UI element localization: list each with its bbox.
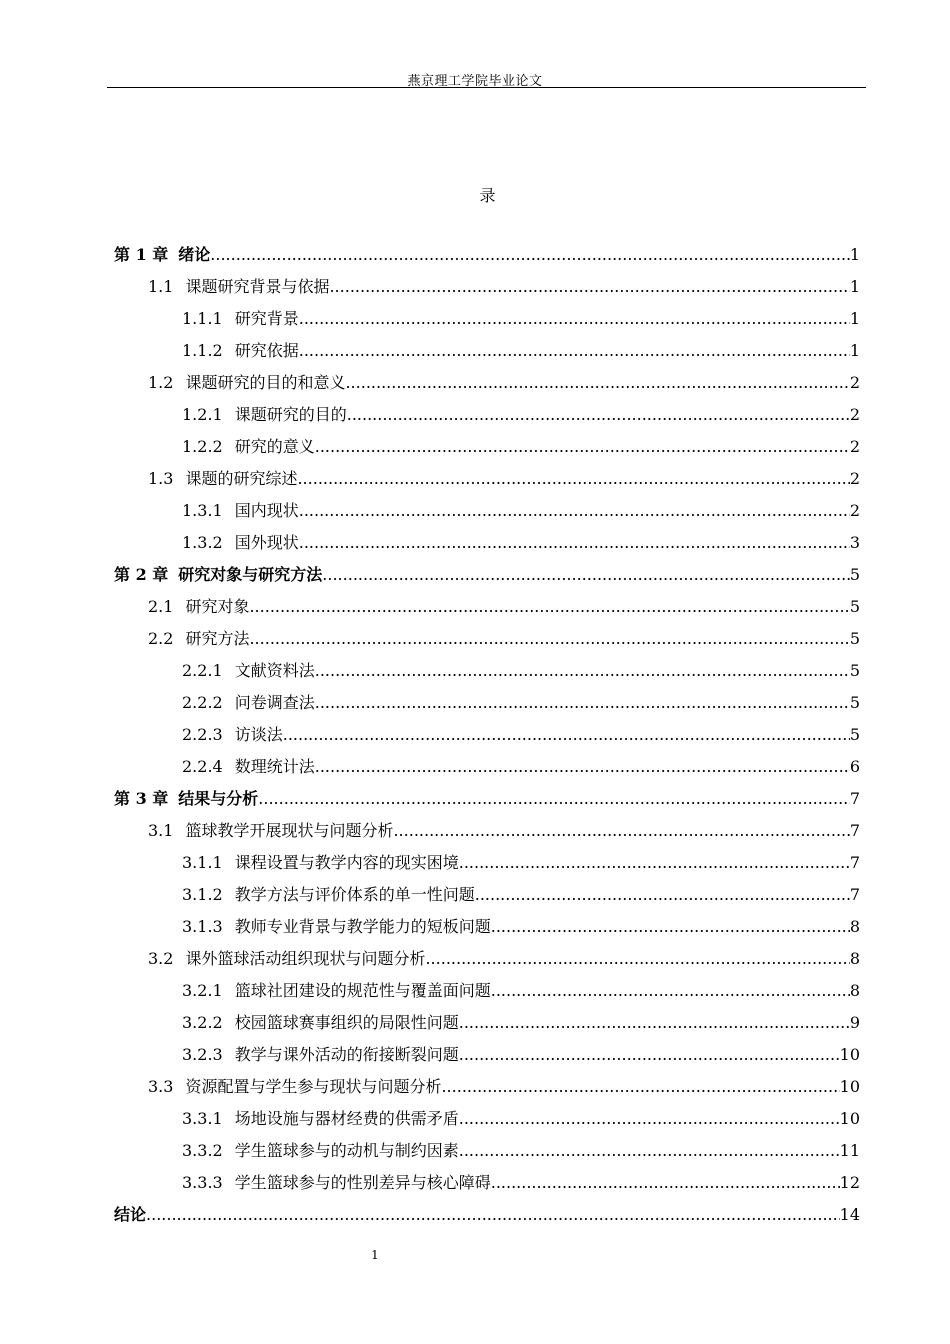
toc-entry[interactable] bbox=[114, 658, 860, 690]
toc-dot-leader bbox=[441, 1077, 839, 1096]
toc-entry-number: 3.3 bbox=[148, 1077, 174, 1096]
toc-entry[interactable] bbox=[114, 1010, 860, 1042]
toc-dot-leader bbox=[475, 885, 850, 904]
toc-entry[interactable] bbox=[114, 818, 860, 850]
toc-entry-text bbox=[182, 914, 491, 937]
toc-entry-page: 2 bbox=[849, 437, 860, 456]
page-header-title: 燕京理工学院毕业论文 bbox=[407, 74, 543, 89]
toc-entry-number: 3.1.1 bbox=[182, 853, 223, 872]
toc-entry-text bbox=[182, 1106, 459, 1129]
toc-dot-leader bbox=[491, 917, 850, 936]
toc-entry[interactable] bbox=[114, 1170, 860, 1202]
toc-entry-title: 数理统计法 bbox=[234, 757, 315, 776]
toc-entry[interactable] bbox=[114, 754, 860, 786]
toc-dot-leader bbox=[425, 949, 849, 968]
toc-entry[interactable] bbox=[114, 498, 860, 530]
toc-entry-text bbox=[182, 722, 283, 745]
toc-entry-title: 篮球社团建设的规范性与覆盖面问题 bbox=[234, 981, 491, 1000]
toc-entry-title: 课题研究的目的和意义 bbox=[185, 373, 346, 392]
toc-entry[interactable] bbox=[114, 306, 860, 338]
toc-entry-page: 1 bbox=[849, 245, 860, 264]
toc-entry-title: 研究背景 bbox=[234, 309, 299, 328]
toc-entry-number: 2.2.2 bbox=[182, 693, 223, 712]
toc-entry-page: 5 bbox=[849, 725, 860, 744]
toc-dot-leader bbox=[491, 1173, 840, 1192]
toc-entry-page: 8 bbox=[849, 949, 860, 968]
toc-entry-page: 10 bbox=[839, 1109, 860, 1128]
toc-dot-leader bbox=[315, 661, 850, 680]
toc-dot-leader bbox=[459, 853, 850, 872]
toc-dot-leader bbox=[345, 373, 849, 392]
toc-dot-leader bbox=[299, 533, 850, 552]
toc-entry-number: 2.2.4 bbox=[182, 757, 223, 776]
footer-page-number: 1 bbox=[371, 1248, 379, 1262]
toc-entry-title: 篮球教学开展现状与问题分析 bbox=[185, 821, 394, 840]
toc-entry-title: 访谈法 bbox=[234, 725, 283, 744]
toc-dot-leader bbox=[146, 1205, 840, 1224]
toc-entry-number: 3.2.2 bbox=[182, 1013, 223, 1032]
toc-dot-leader bbox=[322, 565, 850, 584]
toc-entry-number: 3.3.1 bbox=[182, 1109, 223, 1128]
toc-entry[interactable] bbox=[114, 978, 860, 1010]
toc-entry-text bbox=[114, 786, 258, 809]
toc-entry-text bbox=[182, 850, 459, 873]
toc-entry[interactable] bbox=[114, 338, 860, 370]
toc-entry[interactable] bbox=[114, 466, 860, 498]
table-of-contents bbox=[114, 242, 860, 1234]
toc-entry-page: 1 bbox=[849, 341, 860, 360]
toc-entry-page: 1 bbox=[849, 277, 860, 296]
toc-entry-number: 3.2 bbox=[148, 949, 174, 968]
toc-dot-leader bbox=[315, 757, 850, 776]
toc-dot-leader bbox=[249, 629, 849, 648]
toc-entry-title: 研究方法 bbox=[185, 629, 250, 648]
toc-dot-leader bbox=[459, 1109, 840, 1128]
toc-entry-page: 7 bbox=[849, 885, 860, 904]
toc-entry-number: 3.1 bbox=[148, 821, 174, 840]
toc-dot-leader bbox=[459, 1013, 850, 1032]
toc-entry-text bbox=[182, 754, 315, 777]
toc-entry-page: 2 bbox=[849, 469, 860, 488]
toc-entry-text bbox=[114, 562, 322, 585]
toc-entry-number: 2.2 bbox=[148, 629, 174, 648]
toc-entry-title: 结果与分析 bbox=[178, 789, 259, 808]
toc-entry[interactable] bbox=[114, 786, 860, 818]
toc-entry-number: 2.2.3 bbox=[182, 725, 223, 744]
toc-entry-page: 5 bbox=[849, 565, 860, 584]
toc-entry-number: 2.1 bbox=[148, 597, 174, 616]
toc-entry-title: 课外篮球活动组织现状与问题分析 bbox=[185, 949, 426, 968]
toc-entry-number: 第 1 章 bbox=[114, 245, 169, 264]
toc-entry-page: 7 bbox=[849, 789, 860, 808]
toc-dot-leader bbox=[210, 245, 850, 264]
toc-dot-leader bbox=[459, 1045, 840, 1064]
toc-entry-title: 研究的意义 bbox=[234, 437, 315, 456]
toc-entry-text bbox=[148, 274, 329, 297]
toc-entry-page: 5 bbox=[849, 693, 860, 712]
toc-entry[interactable] bbox=[114, 242, 860, 274]
toc-entry-text bbox=[148, 626, 249, 649]
toc-entry-number: 第 2 章 bbox=[114, 565, 169, 584]
toc-entry-title: 结论 bbox=[114, 1205, 147, 1224]
toc-entry-page: 2 bbox=[849, 501, 860, 520]
toc-entry-text bbox=[182, 530, 299, 553]
toc-entry-title: 课题研究背景与依据 bbox=[185, 277, 330, 296]
toc-dot-leader bbox=[329, 277, 849, 296]
toc-entry-text bbox=[182, 1042, 459, 1065]
toc-entry-text bbox=[182, 882, 475, 905]
toc-entry[interactable] bbox=[114, 1202, 860, 1234]
toc-dot-leader bbox=[258, 789, 850, 808]
toc-dot-leader bbox=[299, 309, 850, 328]
toc-entry-title: 研究对象与研究方法 bbox=[178, 565, 323, 584]
toc-entry-title: 研究依据 bbox=[234, 341, 299, 360]
toc-entry-title: 文献资料法 bbox=[234, 661, 315, 680]
toc-entry-title: 课题的研究综述 bbox=[185, 469, 298, 488]
toc-entry-number: 3.2.1 bbox=[182, 981, 223, 1000]
toc-entry-number: 1.1.2 bbox=[182, 341, 223, 360]
toc-entry-text bbox=[182, 978, 491, 1001]
toc-entry[interactable] bbox=[114, 1106, 860, 1138]
toc-entry-page: 2 bbox=[849, 405, 860, 424]
toc-entry-page: 14 bbox=[839, 1205, 860, 1224]
toc-entry-text bbox=[148, 1074, 441, 1097]
toc-entry-title: 国外现状 bbox=[234, 533, 299, 552]
toc-entry-number: 第 3 章 bbox=[114, 789, 169, 808]
toc-entry[interactable] bbox=[114, 530, 860, 562]
toc-dot-leader bbox=[299, 501, 850, 520]
toc-entry-number: 3.1.3 bbox=[182, 917, 223, 936]
toc-dot-leader bbox=[491, 981, 850, 1000]
toc-entry-page: 3 bbox=[849, 533, 860, 552]
toc-entry-text bbox=[182, 434, 315, 457]
toc-entry-number: 3.1.2 bbox=[182, 885, 223, 904]
toc-entry-title: 教师专业背景与教学能力的短板问题 bbox=[234, 917, 491, 936]
toc-entry[interactable] bbox=[114, 274, 860, 306]
header-rule bbox=[107, 87, 866, 88]
toc-entry[interactable] bbox=[114, 1138, 860, 1170]
toc-entry-text bbox=[148, 818, 393, 841]
toc-entry-title: 场地设施与器材经费的供需矛盾 bbox=[234, 1109, 459, 1128]
toc-entry-text bbox=[182, 1138, 459, 1161]
toc-entry-page: 1 bbox=[849, 309, 860, 328]
toc-entry[interactable] bbox=[114, 946, 860, 978]
toc-entry-text bbox=[182, 338, 299, 361]
toc-entry-page: 2 bbox=[849, 373, 860, 392]
toc-entry-page: 8 bbox=[849, 981, 860, 1000]
toc-entry[interactable] bbox=[114, 882, 860, 914]
toc-dot-leader bbox=[393, 821, 849, 840]
toc-dot-leader bbox=[299, 341, 850, 360]
toc-dot-leader bbox=[347, 405, 850, 424]
toc-entry[interactable] bbox=[114, 722, 860, 754]
toc-entry-number: 2.2.1 bbox=[182, 661, 223, 680]
toc-entry-page: 9 bbox=[849, 1013, 860, 1032]
toc-entry-page: 12 bbox=[839, 1173, 860, 1192]
toc-entry-title: 资源配置与学生参与现状与问题分析 bbox=[185, 1077, 442, 1096]
toc-entry-title: 绪论 bbox=[178, 245, 211, 264]
toc-dot-leader bbox=[283, 725, 850, 744]
toc-entry-number: 1.2 bbox=[148, 373, 174, 392]
toc-entry-text bbox=[182, 1170, 491, 1193]
toc-dot-leader bbox=[249, 597, 849, 616]
toc-entry-page: 6 bbox=[849, 757, 860, 776]
toc-entry-number: 3.3.2 bbox=[182, 1141, 223, 1160]
toc-entry-title: 课程设置与教学内容的现实困境 bbox=[234, 853, 459, 872]
toc-entry-page: 7 bbox=[849, 821, 860, 840]
toc-entry-title: 校园篮球赛事组织的局限性问题 bbox=[234, 1013, 459, 1032]
toc-dot-leader bbox=[315, 693, 850, 712]
toc-entry-page: 10 bbox=[839, 1045, 860, 1064]
toc-entry-title: 教学方法与评价体系的单一性问题 bbox=[234, 885, 475, 904]
toc-entry-text bbox=[182, 658, 315, 681]
toc-entry-title: 学生篮球参与的动机与制约因素 bbox=[234, 1141, 459, 1160]
toc-entry-text bbox=[182, 306, 299, 329]
toc-entry-text bbox=[182, 498, 299, 521]
toc-entry-number: 1.3 bbox=[148, 469, 174, 488]
toc-entry[interactable] bbox=[114, 850, 860, 882]
toc-entry-title: 课题研究的目的 bbox=[234, 405, 347, 424]
toc-entry[interactable] bbox=[114, 562, 860, 594]
toc-entry-text bbox=[148, 946, 425, 969]
toc-entry-text bbox=[148, 370, 345, 393]
toc-entry[interactable] bbox=[114, 402, 860, 434]
toc-entry[interactable] bbox=[114, 1042, 860, 1074]
toc-entry-number: 3.3.3 bbox=[182, 1173, 223, 1192]
toc-entry-text bbox=[148, 594, 249, 617]
toc-entry-text bbox=[182, 402, 347, 425]
toc-entry-page: 5 bbox=[849, 597, 860, 616]
toc-entry-text bbox=[148, 466, 297, 489]
toc-entry-title: 问卷调查法 bbox=[234, 693, 315, 712]
toc-entry-number: 1.1.1 bbox=[182, 309, 223, 328]
toc-entry-number: 1.3.2 bbox=[182, 533, 223, 552]
toc-entry-number: 1.2.1 bbox=[182, 405, 223, 424]
toc-title: 录 bbox=[479, 186, 496, 205]
toc-entry-title: 学生篮球参与的性别差异与核心障碍 bbox=[234, 1173, 491, 1192]
toc-entry-text bbox=[114, 242, 210, 265]
toc-dot-leader bbox=[459, 1141, 840, 1160]
toc-entry[interactable] bbox=[114, 914, 860, 946]
toc-entry-title: 教学与课外活动的衔接断裂问题 bbox=[234, 1045, 459, 1064]
toc-entry-text bbox=[114, 1202, 146, 1225]
toc-entry-page: 10 bbox=[839, 1077, 860, 1096]
toc-entry-page: 8 bbox=[849, 917, 860, 936]
toc-entry-text bbox=[182, 1010, 459, 1033]
toc-entry-title: 国内现状 bbox=[234, 501, 299, 520]
toc-entry-page: 7 bbox=[849, 853, 860, 872]
toc-entry-text bbox=[182, 690, 315, 713]
toc-entry-number: 3.2.3 bbox=[182, 1045, 223, 1064]
toc-entry-page: 11 bbox=[839, 1141, 860, 1160]
toc-entry-number: 1.2.2 bbox=[182, 437, 223, 456]
toc-entry-number: 1.3.1 bbox=[182, 501, 223, 520]
toc-entry-page: 5 bbox=[849, 661, 860, 680]
toc-entry-number: 1.1 bbox=[148, 277, 174, 296]
toc-entry[interactable] bbox=[114, 1074, 860, 1106]
toc-entry[interactable] bbox=[114, 434, 860, 466]
toc-entry[interactable] bbox=[114, 690, 860, 722]
toc-entry-page: 5 bbox=[849, 629, 860, 648]
toc-entry-title: 研究对象 bbox=[185, 597, 250, 616]
toc-dot-leader bbox=[315, 437, 850, 456]
toc-entry[interactable] bbox=[114, 626, 860, 658]
toc-entry[interactable] bbox=[114, 370, 860, 402]
toc-entry[interactable] bbox=[114, 594, 860, 626]
toc-dot-leader bbox=[297, 469, 849, 488]
